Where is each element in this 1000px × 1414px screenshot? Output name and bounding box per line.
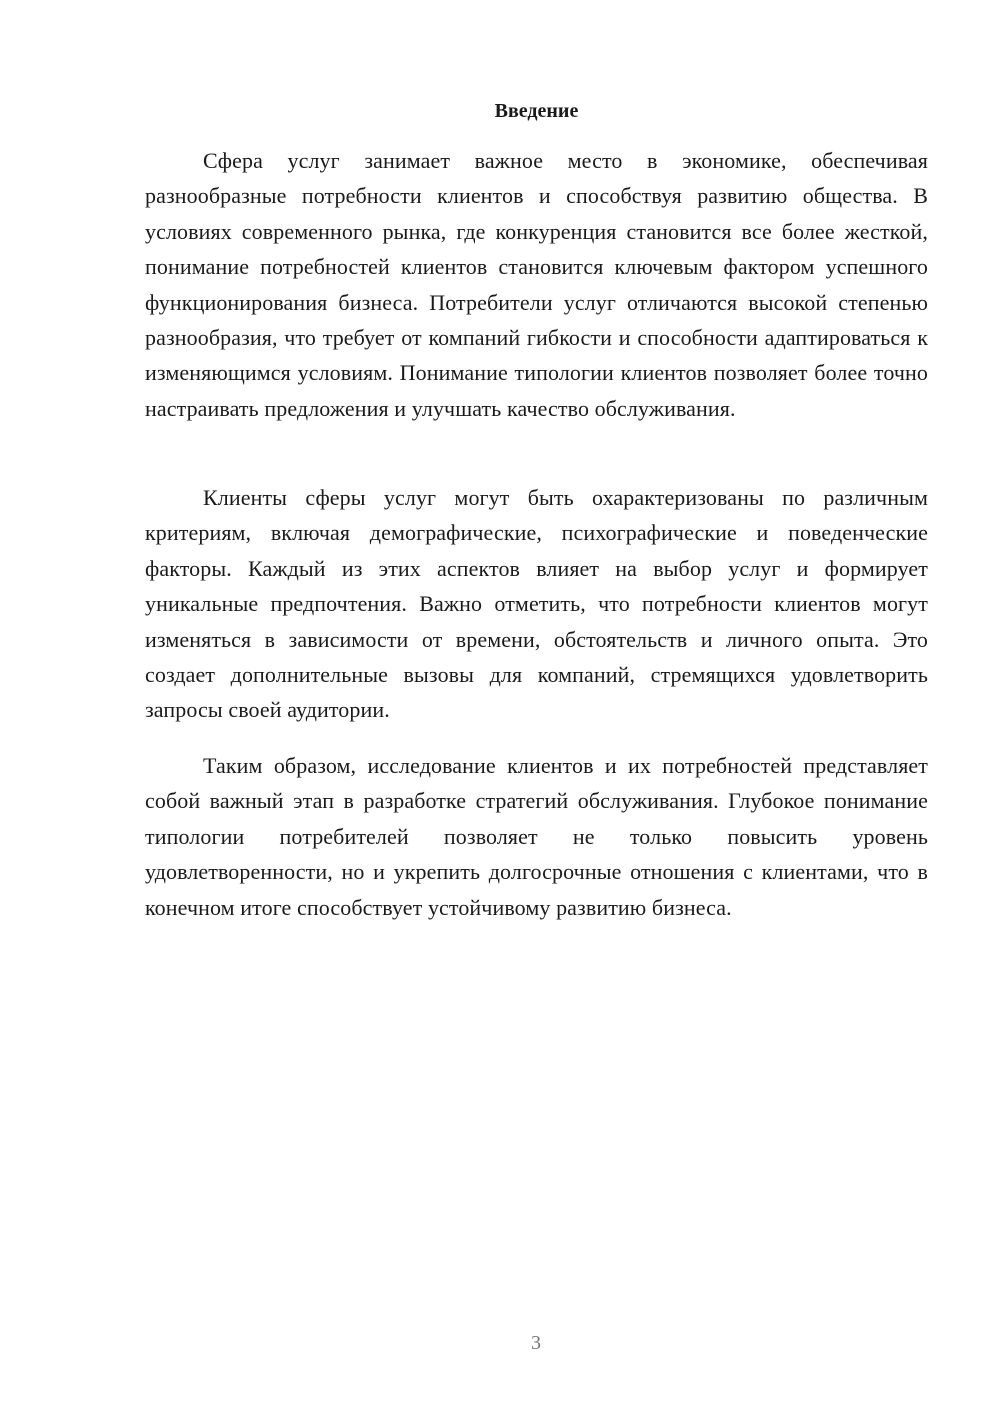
paragraph-3: Таким образом, исследование клиентов и их потребностей представляет собой важный этап в разработке стратегий обслуживания. Глубокое понимание типологии потребителей позволяет не только повысить уровень удовлетворенности, но и укрепить долгосрочные отношения с клиентами, что в конечном итоге способствует устойчивому развитию бизнеса. — [145, 753, 928, 920]
paragraph-1: Сфера услуг занимает важное место в экономике, обеспечивая разнообразные потребности клиентов и способствуя развитию общества. В условиях современного рынка, где конкуренция становится все более жесткой, понимание потребностей клиентов становится ключевым фактором успешного функционирования бизнеса. Потребители услуг отличаются высокой степенью разнообразия, что требует от компаний гибкости и способности адаптироваться к изменяющимся условиям. Понимание типологии клиентов позволяет более точно настраивать предложения и улучшать качество обслуживания. — [145, 148, 928, 421]
paragraph-2: Клиенты сферы услуг могут быть охарактеризованы по различным критериям, включая демографические, психографические и поведенческие факторы. Каждый из этих аспектов влияет на выбор услуг и формирует уникальные предпочтения. Важно отметить, что потребности клиентов могут изменяться в зависимости от времени, обстоятельств и личного опыта. Это создает дополнительные вызовы для компаний, стремящихся удовлетворить запросы своей аудитории. — [145, 485, 928, 723]
page-title: Введение — [494, 100, 579, 122]
page-number: 3 — [531, 1332, 541, 1354]
